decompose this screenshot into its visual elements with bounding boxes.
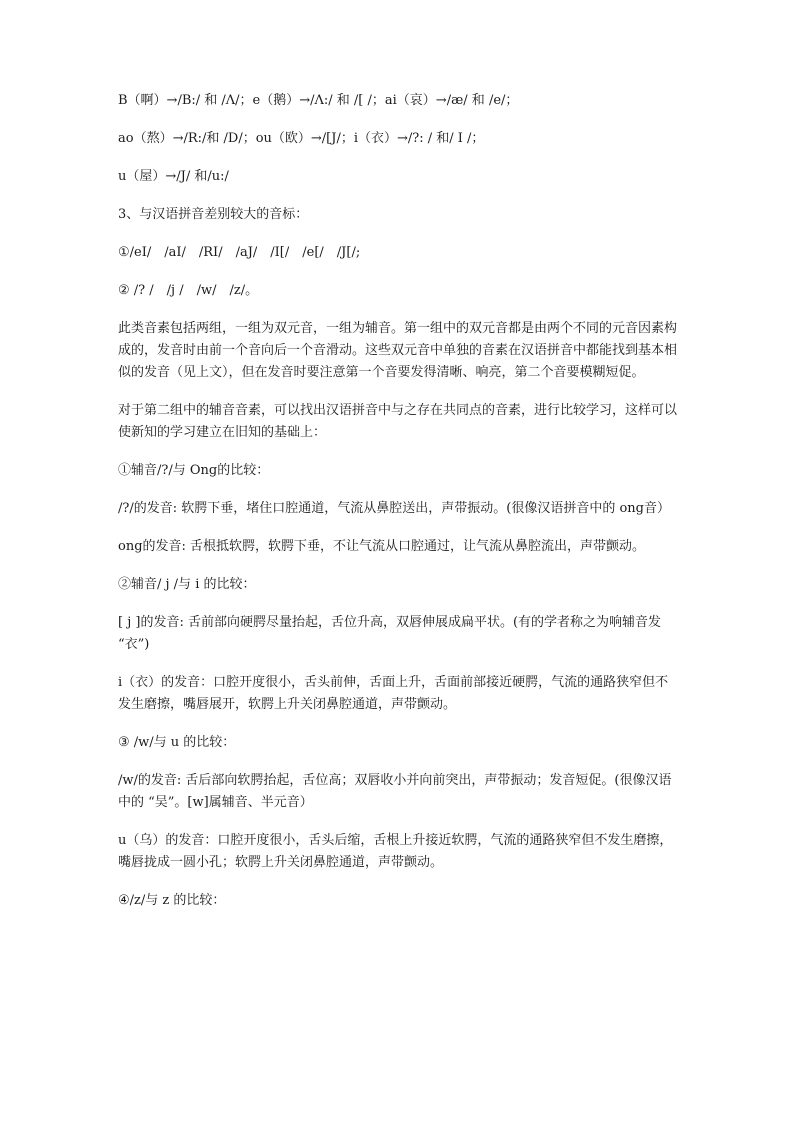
paragraph-vowel-map-3: u（屋）→/J/ 和/u:/ <box>118 169 229 184</box>
paragraph-diphthong-list: ①/eI/ /aI/ /RI/ /aJ/ /I[/ /e[/ /J[/; <box>118 245 361 260</box>
subheading-compare-3: ③ /w/与 u 的比较： <box>118 735 236 750</box>
paragraph-compare-3b: u（乌）的发音：口腔开度很小，舌头后缩，舌根上升接近软腭，气流的通路狭窄但不发生磨擦，嘴唇拢成一圆小孔；软腭上升关闭鼻腔通道，声带颤动。 <box>118 833 673 870</box>
subheading-compare-4: ④/z/与 z 的比较： <box>118 893 226 908</box>
paragraph-vowel-map-2: ao（熬）→/R:/和 /D/；ou（欧）→/[J/；i（衣）→/?: / 和/ I /； <box>118 131 485 146</box>
document-body <box>118 90 678 928</box>
paragraph-compare-2b: i（衣）的发音：口腔开度很小，舌头前伸，舌面上升，舌面前部接近硬腭，气流的通路狭窄但不发生磨擦，嘴唇展开，软腭上升关闭鼻腔通道，声带颤动。 <box>118 675 669 712</box>
paragraph-explanation-2: 对于第二组中的辅音音素，可以找出汉语拼音中与之存在共同点的音素，进行比较学习，这样可以使新知的学习建立在旧知的基础上： <box>118 403 678 440</box>
paragraph-compare-1b: ong的发音: 舌根抵软腭，软腭下垂，不让气流从口腔通过，让气流从鼻腔流出，声带颤动。 <box>118 539 646 554</box>
subheading-compare-2: ②辅音/ j /与 i 的比较： <box>118 577 256 592</box>
paragraph-compare-1a: /?/的发音: 软腭下垂，堵住口腔通道，气流从鼻腔送出，声带振动。(很像汉语拼音中的 ong音） <box>118 501 670 516</box>
paragraph-compare-3a: /w/的发音: 舌后部向软腭抬起，舌位高；双唇收小并向前突出，声带振动；发音短促。(很像汉语中的 “吴”。[w]属辅音、半元音） <box>118 773 672 810</box>
paragraph-explanation-1: 此类音素包括两组，一组为双元音，一组为辅音。第一组中的双元音都是由两个不同的元音因素构成的，发音时由前一个音向后一个音滑动。这些双元音中单独的音素在汉语拼音中都能找到基本相似的发音（见上文），但在发音时要注意第一个音要发得清晰、响亮，第二个音要模糊短促。 <box>118 321 678 380</box>
paragraph-compare-2a: [ j ]的发音: 舌前部向硬腭尽量抬起，舌位升高，双唇伸展成扁平状。(有的学者称之为响辅音发 “衣”) <box>118 615 662 652</box>
section-heading-3: 3、与汉语拼音差别较大的音标： <box>118 207 309 222</box>
subheading-compare-1: ①辅音/?/与 Ong的比较： <box>118 463 270 478</box>
paragraph-consonant-list: ② /? / /j / /w/ /z/。 <box>118 283 259 298</box>
paragraph-vowel-map-1: B（啊）→/B:/ 和 /Λ/；e（鹅）→/Λ:/ 和 /[ /；ai（哀）→/æ/ 和 /e/； <box>118 93 519 108</box>
